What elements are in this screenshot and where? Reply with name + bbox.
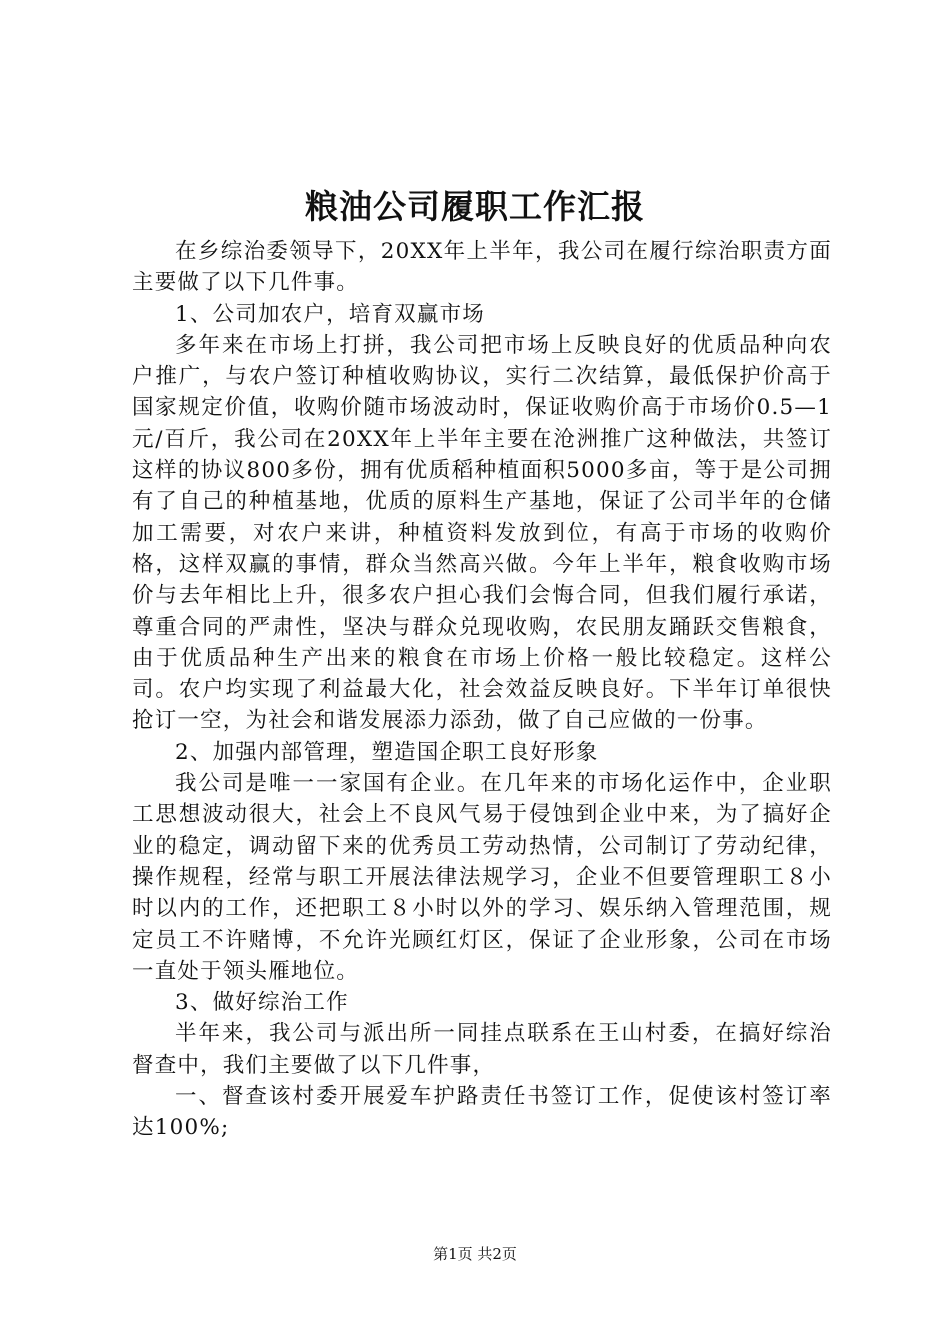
section-3-paragraph: 半年来，我公司与派出所一同挂点联系在王山村委，在搞好综治督查中，我们主要做了以下几件事， [132, 1021, 832, 1078]
section-heading-1: 1、公司加农户，培育双赢市场 [175, 301, 485, 327]
section-3-item-1: 一、督查该村委开展爱车护路责任书签订工作，促使该村签订率达100%; [132, 1084, 832, 1141]
document-title: 粮油公司履职工作汇报 [305, 187, 645, 226]
section-1-paragraph: 多年来在市场上打拼，我公司把市场上反映良好的优质品种向农户推广，与农户签订种植收购协议，实行二次结算，最低保护价高于国家规定价值，收购价随市场波动时，保证收购价高于市场价0.5—1元/百斤，我公司在20XX年上半年主要在沧洲推广这种做法，共签订这样的协议800多份，拥有优质稻种植面积5000多亩，等于是公司拥有了自己的种植基地，优质的原料生产基地，保证了公司半年的仓储加工需要，对农户来讲，种植资料发放到位，有高于市场的收购价格，这样双赢的事情，群众当然高兴做。今年上半年，粮食收购市场价与去年相比上升，很多农户担心我们会悔合同，但我们履行承诺，尊重合同的严肃性，坚决与群众兑现收购，农民朋友踊跃交售粮食，由于优质品种生产出来的粮食在市场上价格一般比较稳定。这样公司。农户均实现了利益最大化，社会效益反映良好。下半年订单很快抢订一空，为社会和谐发展添力添劲，做了自己应做的一份事。 [132, 332, 832, 734]
intro-paragraph: 在乡综治委领导下，20XX年上半年，我公司在履行综治职责方面主要做了以下几件事。 [132, 239, 832, 296]
page-number-footer: 第1页 共2页 [433, 1245, 517, 1263]
document-body [132, 236, 832, 1144]
section-heading-3: 3、做好综治工作 [175, 990, 349, 1016]
section-heading-2: 2、加强内部管理，塑造国企职工良好形象 [175, 739, 599, 765]
section-2-paragraph: 我公司是唯一一家国有企业。在几年来的市场化运作中，企业职工思想波动很大，社会上不良风气易于侵蚀到企业中来，为了搞好企业的稳定，调动留下来的优秀员工劳动热情，公司制订了劳动纪律，操作规程，经常与职工开展法律法规学习，企业不但要管理职工８小时以内的工作，还把职工８小时以外的学习、娱乐纳入管理范围，规定员工不许赌博，不允许光顾红灯区，保证了企业形象，公司在市场一直处于领头雁地位。 [132, 771, 832, 984]
